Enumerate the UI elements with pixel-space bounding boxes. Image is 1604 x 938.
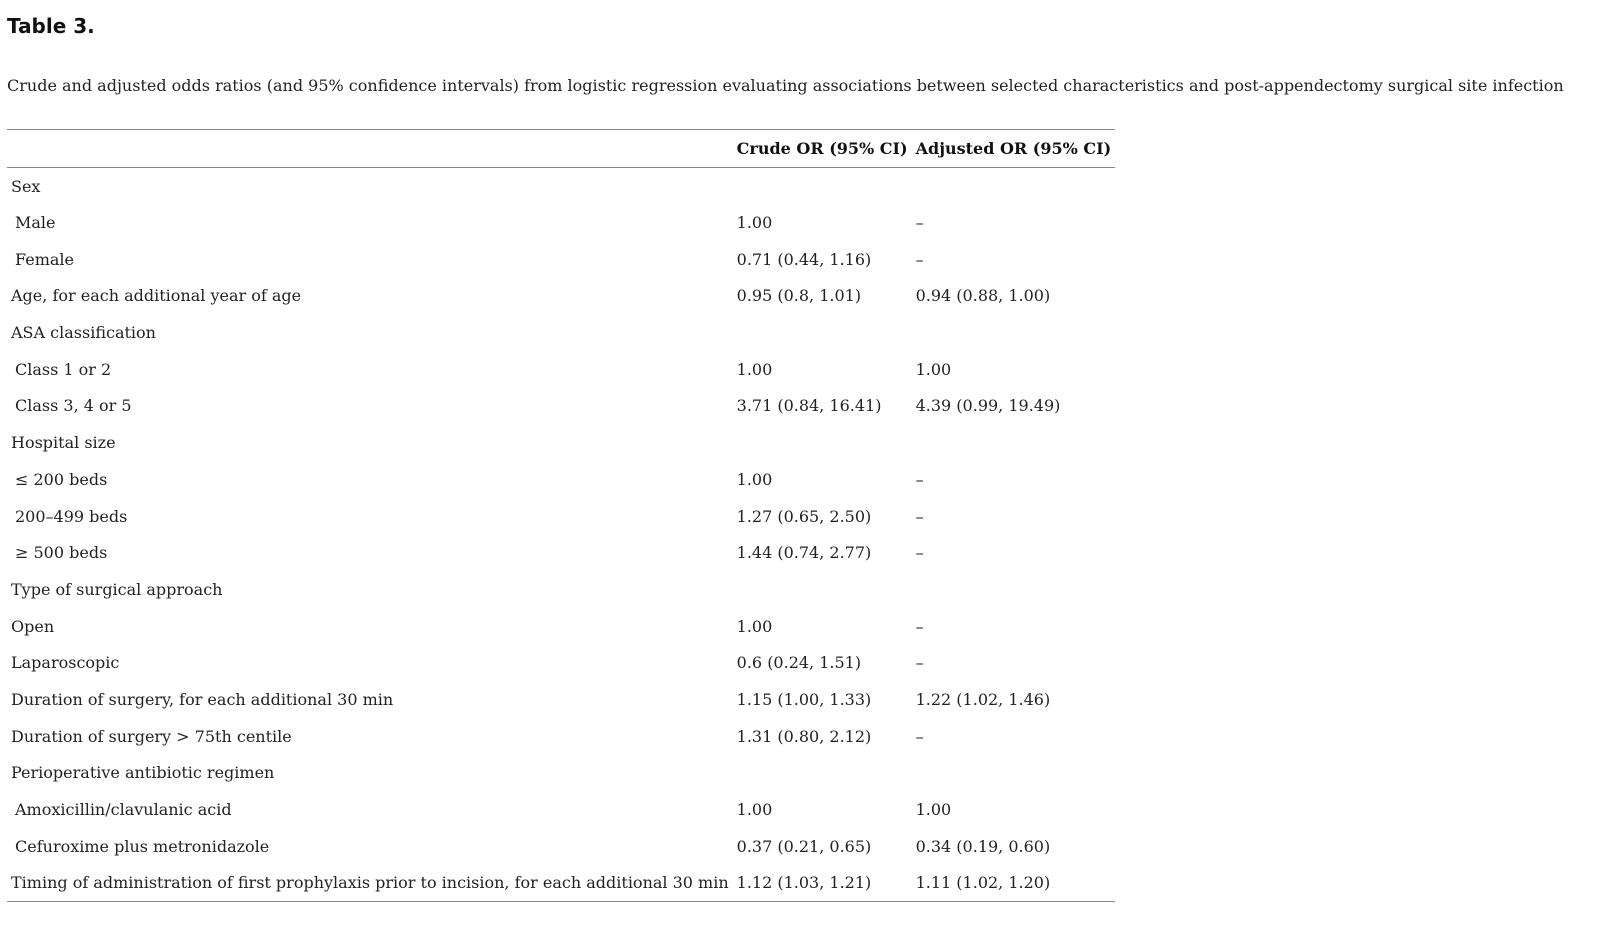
- row-adjusted-or: –: [915, 543, 924, 563]
- row-crude-or: 1.00: [736, 359, 773, 379]
- row-crude-or: 1.00: [736, 213, 773, 233]
- row-adjusted-or: –: [915, 653, 924, 673]
- row-adjusted-or: –: [915, 213, 924, 233]
- row-adjusted-or: –: [915, 469, 924, 489]
- row-adjusted-or: [912, 314, 1116, 351]
- row-adjusted-or: 0.94 (0.88, 1.00): [915, 286, 1051, 306]
- table-body: [7, 168, 1115, 902]
- table-row: [7, 644, 1115, 681]
- row-adjusted-or: 0.34 (0.19, 0.60): [915, 836, 1051, 856]
- table-row: [7, 278, 1115, 315]
- row-adjusted-or: –: [915, 726, 924, 746]
- table-row: [7, 424, 1115, 461]
- row-crude-or: [733, 424, 912, 461]
- table-title: Table 3.: [7, 14, 95, 38]
- row-adjusted-or: 1.00: [915, 359, 952, 379]
- row-label: Type of surgical approach: [11, 579, 223, 599]
- row-crude-or: [733, 755, 912, 792]
- row-crude-or: 1.00: [736, 469, 773, 489]
- row-adjusted-or: [912, 424, 1116, 461]
- table-row: [7, 608, 1115, 645]
- row-crude-or: 0.37 (0.21, 0.65): [736, 836, 872, 856]
- row-adjusted-or: –: [915, 616, 924, 636]
- table-row: [7, 314, 1115, 351]
- row-crude-or: 3.71 (0.84, 16.41): [736, 396, 882, 416]
- header-characteristic: [7, 130, 733, 168]
- header-crude-or: Crude OR (95% CI): [733, 130, 912, 168]
- row-label: Duration of surgery, for each additional 30 min: [11, 689, 394, 709]
- row-label: Class 3, 4 or 5: [15, 396, 132, 416]
- table-row: [7, 755, 1115, 792]
- table-row: [7, 351, 1115, 388]
- row-adjusted-or: 1.00: [915, 800, 952, 820]
- header-adjusted-or: Adjusted OR (95% CI): [912, 130, 1116, 168]
- row-crude-or: 0.95 (0.8, 1.01): [736, 286, 862, 306]
- row-crude-or: 1.31 (0.80, 2.12): [736, 726, 872, 746]
- row-crude-or: 1.00: [736, 800, 773, 820]
- table-row: [7, 388, 1115, 425]
- row-adjusted-or: [912, 168, 1116, 205]
- table-row: [7, 461, 1115, 498]
- row-label: Open: [11, 616, 55, 636]
- row-label: Duration of surgery > 75th centile: [11, 726, 292, 746]
- table-row: [7, 534, 1115, 571]
- row-label: Timing of administration of first prophylaxis prior to incision, for each additional 30 min: [7, 865, 733, 902]
- row-adjusted-or: 1.11 (1.02, 1.20): [912, 865, 1116, 902]
- row-label: ASA classification: [11, 323, 156, 343]
- table-row: [7, 791, 1115, 828]
- table-header-row: [7, 130, 1115, 168]
- row-label: Cefuroxime plus metronidazole: [15, 836, 270, 856]
- row-label: Amoxicillin/clavulanic acid: [15, 800, 232, 820]
- row-label: ≤ 200 beds: [15, 469, 108, 489]
- row-adjusted-or: [912, 571, 1116, 608]
- row-label: Male: [15, 213, 56, 233]
- row-crude-or: 1.15 (1.00, 1.33): [736, 689, 872, 709]
- row-label: Laparoscopic: [11, 653, 120, 673]
- table-row: [7, 571, 1115, 608]
- table-row: [7, 498, 1115, 535]
- row-adjusted-or: –: [915, 506, 924, 526]
- row-label: 200–499 beds: [15, 506, 128, 526]
- row-label: ≥ 500 beds: [15, 543, 108, 563]
- row-crude-or: [733, 168, 912, 205]
- row-crude-or: [733, 314, 912, 351]
- table-row: [7, 718, 1115, 755]
- row-adjusted-or: 1.22 (1.02, 1.46): [915, 689, 1051, 709]
- row-label: Female: [15, 249, 74, 269]
- row-crude-or: [733, 571, 912, 608]
- table-row: [7, 168, 1115, 205]
- odds-ratio-table: [7, 129, 1115, 902]
- table-caption: Crude and adjusted odds ratios (and 95% confidence intervals) from logistic regression evaluating associations between selected characteristics and post-appendectomy surgical site infection: [7, 76, 1564, 95]
- row-crude-or: 1.27 (0.65, 2.50): [736, 506, 872, 526]
- row-crude-or: 1.44 (0.74, 2.77): [736, 543, 872, 563]
- row-crude-or: 0.6 (0.24, 1.51): [736, 653, 862, 673]
- row-adjusted-or: 4.39 (0.99, 19.49): [915, 396, 1061, 416]
- table-row: [7, 865, 1115, 902]
- table-row: [7, 204, 1115, 241]
- row-crude-or: 1.12 (1.03, 1.21): [733, 865, 912, 902]
- row-adjusted-or: –: [915, 249, 924, 269]
- table-row: [7, 681, 1115, 718]
- row-label: Age, for each additional year of age: [11, 286, 302, 306]
- row-label: Hospital size: [11, 433, 116, 453]
- row-label: Sex: [11, 176, 41, 196]
- row-label: Class 1 or 2: [15, 359, 112, 379]
- row-crude-or: 1.00: [736, 616, 773, 636]
- row-crude-or: 0.71 (0.44, 1.16): [736, 249, 872, 269]
- table-row: [7, 241, 1115, 278]
- row-adjusted-or: [912, 755, 1116, 792]
- row-label: Perioperative antibiotic regimen: [11, 763, 275, 783]
- table-row: [7, 828, 1115, 865]
